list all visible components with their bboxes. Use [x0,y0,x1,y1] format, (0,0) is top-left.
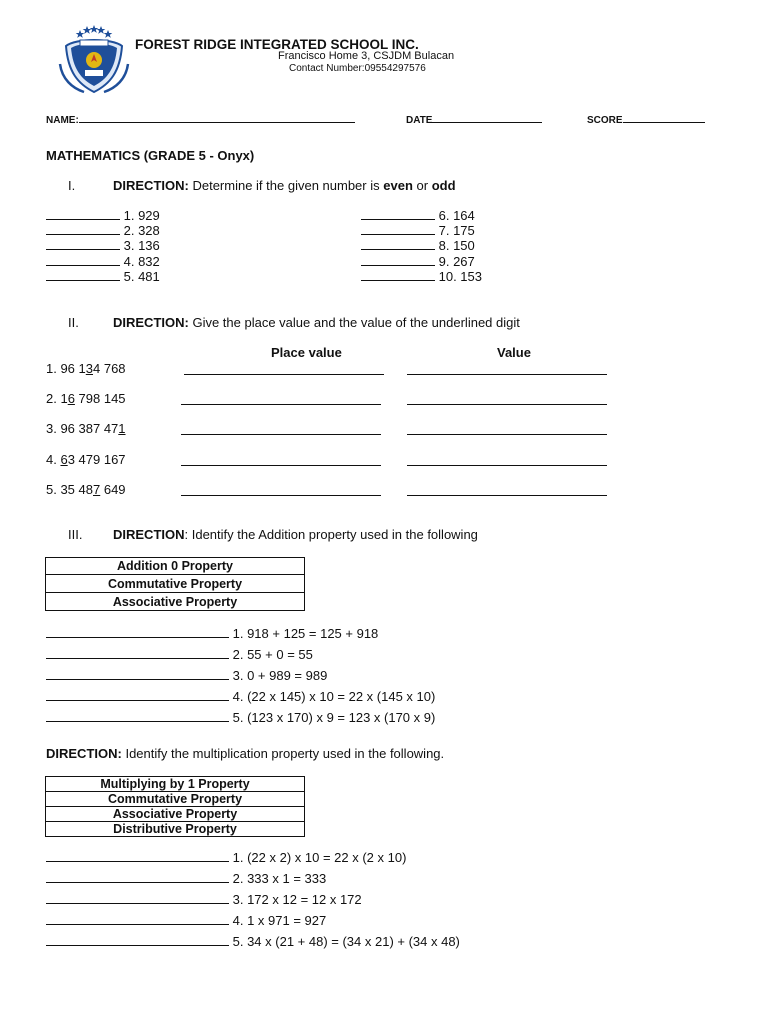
value-header: Value [497,345,531,360]
property-cell: Associative Property [46,807,305,822]
value-answer-line[interactable] [407,394,607,405]
score-label: SCORE [587,115,623,126]
section3-item-4[interactable] [46,689,435,704]
section2-item-1 [46,361,126,376]
underlined-digit: 6 [67,391,75,406]
value-answer-line[interactable] [407,455,607,466]
item-text: 3. 0 + 989 = 989 [232,668,328,683]
place-value-header: Place value [271,345,342,360]
property-cell: Addition 0 Property [46,558,305,575]
word-or: or [416,178,429,193]
item-post: 3 479 167 [67,452,126,467]
section2-roman: II. [68,315,79,330]
section3-item-5[interactable] [46,710,435,725]
answer-line [361,209,435,220]
section3-direction [68,527,478,542]
item-text: 2. 328 [123,223,160,238]
section4-item-2[interactable] [46,871,326,886]
item-text: 9. 267 [438,254,475,269]
answer-line [46,669,229,680]
answer-line [46,711,229,722]
item-text: 7. 175 [438,223,475,238]
answer-line [361,255,435,266]
answer-line [46,270,120,281]
answer-line [46,935,229,946]
item-post: 798 145 [74,391,126,406]
item-text: 2. 55 + 0 = 55 [232,647,313,662]
section1-item-5[interactable] [46,269,160,284]
answer-line [46,627,229,638]
section1-item-7[interactable] [361,223,475,238]
section2-item-3 [46,421,126,436]
item-text: 1. (22 x 2) x 10 = 22 x (2 x 10) [232,850,407,865]
score-field[interactable] [587,112,705,126]
school-address: Francisco Home 3, CSJDM Bulacan [278,50,455,62]
section1-direction-label: DIRECTION: [113,178,189,193]
place-value-answer-line[interactable] [181,424,381,435]
item-pre: 1. 96 1 [46,361,86,376]
school-name: FOREST RIDGE INTEGRATED SCHOOL INC. [135,37,419,52]
place-value-answer-line[interactable] [184,364,384,375]
item-text: 4. 832 [123,254,160,269]
answer-line [361,224,435,235]
section2-item-4 [46,452,126,467]
underlined-digit: 7 [93,482,101,497]
place-value-answer-line[interactable] [181,394,381,405]
date-field[interactable] [406,112,542,126]
section1-roman: I. [68,178,76,193]
section2-direction-label: DIRECTION: [113,315,189,330]
answer-line [46,209,120,220]
section1-item-4[interactable] [46,254,160,269]
item-text: 5. 34 x (21 + 48) = (34 x 21) + (34 x 48) [232,934,460,949]
item-text: 5. (123 x 170) x 9 = 123 x (170 x 9) [232,710,436,725]
section2-direction-text: Give the place value and the value of the underlined digit [192,315,520,330]
item-text: 8. 150 [438,238,475,253]
item-text: 5. 481 [123,269,160,284]
section3-direction-label: DIRECTION [113,527,185,542]
item-text: 4. (22 x 145) x 10 = 22 x (145 x 10) [232,689,436,704]
section3-item-2[interactable] [46,647,313,662]
place-value-answer-line[interactable] [181,455,381,466]
item-pre: 5. 35 48 [46,482,93,497]
section2-item-5 [46,482,126,497]
item-text: 3. 136 [123,238,160,253]
answer-line [46,872,229,883]
property-cell: Multiplying by 1 Property [46,777,305,792]
section1-item-10[interactable] [361,269,482,284]
answer-line [46,239,120,250]
answer-line [46,851,229,862]
section3-roman: III. [68,527,83,542]
section4-direction-text: Identify the multiplication property used in the following. [125,746,445,761]
score-line [623,112,705,123]
answer-line [46,893,229,904]
property-cell: Commutative Property [46,575,305,593]
answer-line [46,914,229,925]
section4-item-1[interactable] [46,850,406,865]
answer-line [46,255,120,266]
item-text: 2. 333 x 1 = 333 [232,871,327,886]
section2-item-2 [46,391,126,406]
addition-properties-table [45,557,305,611]
section4-direction [46,746,444,761]
item-text: 3. 172 x 12 = 12 x 172 [232,892,362,907]
school-logo [58,24,130,94]
item-post: 649 [100,482,126,497]
item-pre: 3. 96 387 47 [46,421,119,436]
value-answer-line[interactable] [407,424,607,435]
section4-item-5[interactable] [46,934,460,949]
section3-direction-text: : Identify the Addition property used in the following [184,527,478,542]
page-title: MATHEMATICS (GRADE 5 - Onyx) [46,148,255,163]
value-answer-line[interactable] [407,485,607,496]
section3-item-1[interactable] [46,626,378,641]
property-cell: Commutative Property [46,792,305,807]
answer-line [361,239,435,250]
property-cell: Associative Property [46,593,305,611]
section4-item-3[interactable] [46,892,362,907]
underlined-digit: 6 [60,452,68,467]
section4-item-4[interactable] [46,913,326,928]
name-label: NAME: [46,115,79,126]
section1-item-2[interactable] [46,223,160,238]
item-pre: 4. [46,452,61,467]
section4-direction-label: DIRECTION: [46,746,122,761]
section2-direction [68,315,520,330]
item-pre: 2. 1 [46,391,68,406]
section1-direction [68,178,456,193]
item-text: 1. 918 + 125 = 125 + 918 [232,626,379,641]
word-even: even [383,178,413,193]
item-text: 10. 153 [438,269,482,284]
underlined-digit: 3 [85,361,93,376]
item-text: 4. 1 x 971 = 927 [232,913,327,928]
property-cell: Distributive Property [46,822,305,837]
date-label: DATE [406,115,433,126]
answer-line [46,648,229,659]
word-odd: odd [431,178,456,193]
section3-item-3[interactable] [46,668,327,683]
answer-line [361,270,435,281]
school-contact: Contact Number:09554297576 [289,63,426,74]
section1-direction-text: Determine if the given number is [192,178,380,193]
name-line [79,112,355,123]
date-line [432,112,542,123]
answer-line [46,690,229,701]
section1-item-6[interactable] [361,208,475,223]
section1-item-9[interactable] [361,254,475,269]
item-text: 6. 164 [438,208,475,223]
name-field[interactable] [46,112,355,126]
multiplication-properties-table [45,776,305,837]
item-post: 4 768 [93,361,126,376]
place-value-answer-line[interactable] [181,485,381,496]
section1-item-3[interactable] [46,238,160,253]
item-text: 1. 929 [123,208,160,223]
section1-item-8[interactable] [361,238,475,253]
underlined-digit: 1 [118,421,126,436]
section1-item-1[interactable] [46,208,160,223]
value-answer-line[interactable] [407,364,607,375]
answer-line [46,224,120,235]
